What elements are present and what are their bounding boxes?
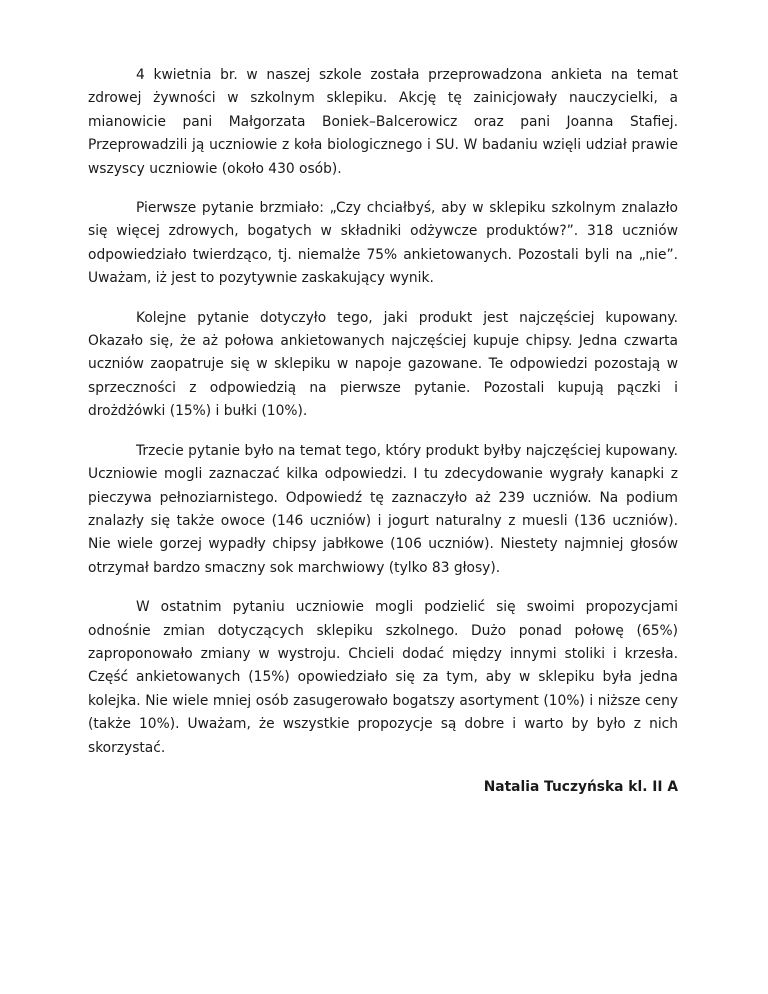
paragraph-last-question: W ostatnim pytaniu uczniowie mogli podzielić się swoimi propozycjami odnośnie zmian dotyczących sklepiku szkolnego. Dużo ponad połowę (65%) zaproponowało zmiany w wystroju. Chcieli dodać między innymi stoliki i krzesła. Część ankietowanych (15%) opowiedziało się za tym, aby w sklepiku była jedna kolejka. Nie wiele mniej osób zasugerowało bogatszy asortyment (10%) i niższe ceny (także 10%). Uważam, że wszystkie propozycje są dobre i warto by było z nich skorzystać. <box>88 599 678 756</box>
document-page <box>88 64 678 799</box>
paragraph-first-question: Pierwsze pytanie brzmiało: „Czy chciałbyś, aby w sklepiku szkolnym znalazło się więcej zdrowych, bogatych w składniki odżywcze produktów?”. 318 uczniów odpowiedziało twierdząco, tj. niemalże 75% ankietowanych. Pozostali byli na „nie”. Uważam, iż jest to pozytywnie zaskakujący wynik. <box>88 200 678 287</box>
author-signature: Natalia Tuczyńska kl. II A <box>483 778 678 795</box>
paragraph-second-question: Kolejne pytanie dotyczyło tego, jaki produkt jest najczęściej kupowany. Okazało się, że aż połowa ankietowanych najczęściej kupuje chipsy. Jedna czwarta uczniów zaopatruje się w sklepiku w napoje gazowane. Te odpowiedzi pozostają w sprzeczności z odpowiedzią na pierwsze pytanie. Pozostali kupują pączki i drożdżówki (15%) i bułki (10%). <box>88 309 678 420</box>
paragraph-survey-intro: 4 kwietnia br. w naszej szkole została przeprowadzona ankieta na temat zdrowej żywności w szkolnym sklepiku. Akcję tę zainicjowały nauczycielki, a mianowicie pani Małgorzata Boniek–Balcerowicz oraz pani Joanna Stafiej. Przeprowadzili ją uczniowie z koła biologicznego i SU. W badaniu wzięli udział prawie wszyscy uczniowie (około 430 osób). <box>88 67 678 177</box>
paragraph-third-question: Trzecie pytanie było na temat tego, który produkt byłby najczęściej kupowany. Uczniowie mogli zaznaczać kilka odpowiedzi. I tu zdecydowanie wygrały kanapki z pieczywa pełnoziarnistego. Odpowiedź tę zaznaczyło aż 239 uczniów. Na podium znalazły się także owoce (146 uczniów) i jogurt naturalny z muesli (136 uczniów). Nie wiele gorzej wypadły chipsy jabłkowe (106 uczniów). Niestety najmniej głosów otrzymał bardzo smaczny sok marchwiowy (tylko 83 głosy). <box>88 442 678 576</box>
